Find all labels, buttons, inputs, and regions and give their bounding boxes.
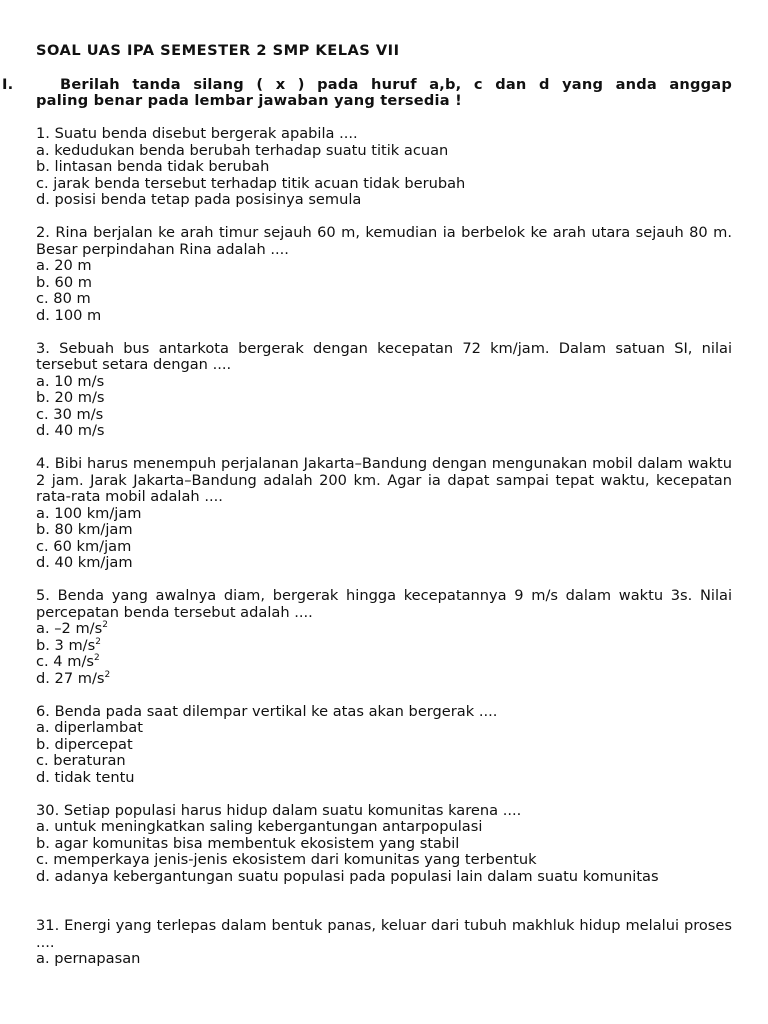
superscript-2: 2	[102, 620, 108, 630]
option-a: a. 20 m	[36, 257, 92, 274]
option-c: c. 30 m/s	[36, 405, 104, 423]
option-d: d. adanya kebergantungan suatu populasi pada populasi lain dalam suatu komunitas	[36, 867, 659, 885]
option-d: d. 40 m/s	[36, 422, 105, 439]
option-c: c. jarak benda tersebut terhadap titik acuan tidak berubah	[36, 174, 466, 192]
instruction-line-2: paling benar pada lembar jawaban yang tersedia !	[36, 92, 462, 109]
section-instruction	[2, 75, 732, 110]
superscript-2: 2	[104, 669, 111, 680]
option-b: b. 20 m/s	[36, 389, 105, 406]
option-a: a. –2 $m/s^2$	[36, 620, 108, 637]
document-title: SOAL UAS IPA SEMESTER 2 SMP KELAS VII	[36, 42, 400, 59]
question-stem: 30. Setiap populasi harus hidup dalam suatu komunitas karena ....	[36, 801, 522, 819]
question-31	[36, 918, 732, 968]
option-a: a. 10 m/s	[36, 372, 105, 390]
option-a: a. kedudukan benda berubah terhadap suatu titik acuan	[36, 141, 449, 159]
superscript-2: 2	[93, 653, 100, 663]
option-b: b. 3 $m/s^2$	[36, 636, 101, 654]
question-4	[36, 456, 732, 572]
option-b: b. dipercepat	[36, 735, 133, 753]
question-1	[36, 126, 732, 209]
question-stem: 2. Rina berjalan ke arah timur sejauh 60 m, kemudian ia berbelok ke arah utara sejauh 80 m. Besar perpindahan Rina adalah ....	[36, 224, 732, 258]
option-c: c. beraturan	[36, 752, 126, 769]
option-c: c. 60 km/jam	[36, 537, 132, 555]
option-a: a. 100 km/jam	[36, 504, 142, 522]
document-page	[2, 42, 732, 968]
option-d: d. tidak tentu	[36, 768, 135, 786]
question-6	[36, 704, 732, 787]
question-stem: 3. Sebuah bus antarkota bergerak dengan kecepatan 72 km/jam. Dalam satuan SI, nilai tersebut setara dengan ....	[36, 339, 732, 373]
question-3	[36, 341, 732, 440]
question-stem: 31. Energi yang terlepas dalam bentuk panas, keluar dari tubuh makhluk hidup melalui proses ....	[36, 917, 732, 951]
option-b: b. 80 km/jam	[36, 521, 133, 538]
option-c: c. memperkaya jenis-jenis ekosistem dari komunitas yang terbentuk	[36, 851, 537, 868]
question-stem: 6. Benda pada saat dilempar vertikal ke atas akan bergerak ....	[36, 702, 498, 720]
option-d: d. 100 m	[36, 306, 102, 324]
option-c: c. 80 m	[36, 290, 91, 307]
option-d: d. 40 km/jam	[36, 554, 133, 571]
superscript-2: 2	[95, 636, 101, 647]
section-number: I.	[2, 75, 14, 93]
question-stem: 1. Suatu benda disebut bergerak apabila ....	[36, 125, 358, 142]
question-30	[36, 803, 732, 886]
option-b: b. lintasan benda tidak berubah	[36, 158, 270, 175]
option-a: a. diperlambat	[36, 719, 143, 736]
option-a: a. untuk meningkatkan saling kebergantungan antarpopulasi	[36, 818, 483, 835]
question-2	[36, 225, 732, 324]
option-c: c. 4 $m/s^2$	[36, 653, 100, 670]
option-b: b. 60 m	[36, 273, 92, 291]
instruction-line-1: Berilah tanda silang ( x ) pada huruf a,b, c dan d yang anda anggap	[60, 75, 732, 93]
question-stem: 4. Bibi harus menempuh perjalanan Jakarta–Bandung dengan mengunakan mobil dalam waktu 2 jam. Jarak Jakarta–Bandung adalah 200 km. Agar ia dapat sampai tepat waktu, kecepatan rata-rata mobil adalah ....	[36, 455, 732, 505]
question-stem: 5. Benda yang awalnya diam, bergerak hingga kecepatannya 9 m/s dalam waktu 3s. Nilai percepatan benda tersebut adalah ....	[36, 587, 732, 621]
blank-line	[36, 885, 732, 902]
option-d: d. 27 $m/s^2$	[36, 669, 111, 687]
question-5	[36, 588, 732, 687]
option-b: b. agar komunitas bisa membentuk ekosistem yang stabil	[36, 834, 460, 852]
option-d: d. posisi benda tetap pada posisinya semula	[36, 191, 362, 208]
option-a: a. pernapasan	[36, 950, 141, 967]
